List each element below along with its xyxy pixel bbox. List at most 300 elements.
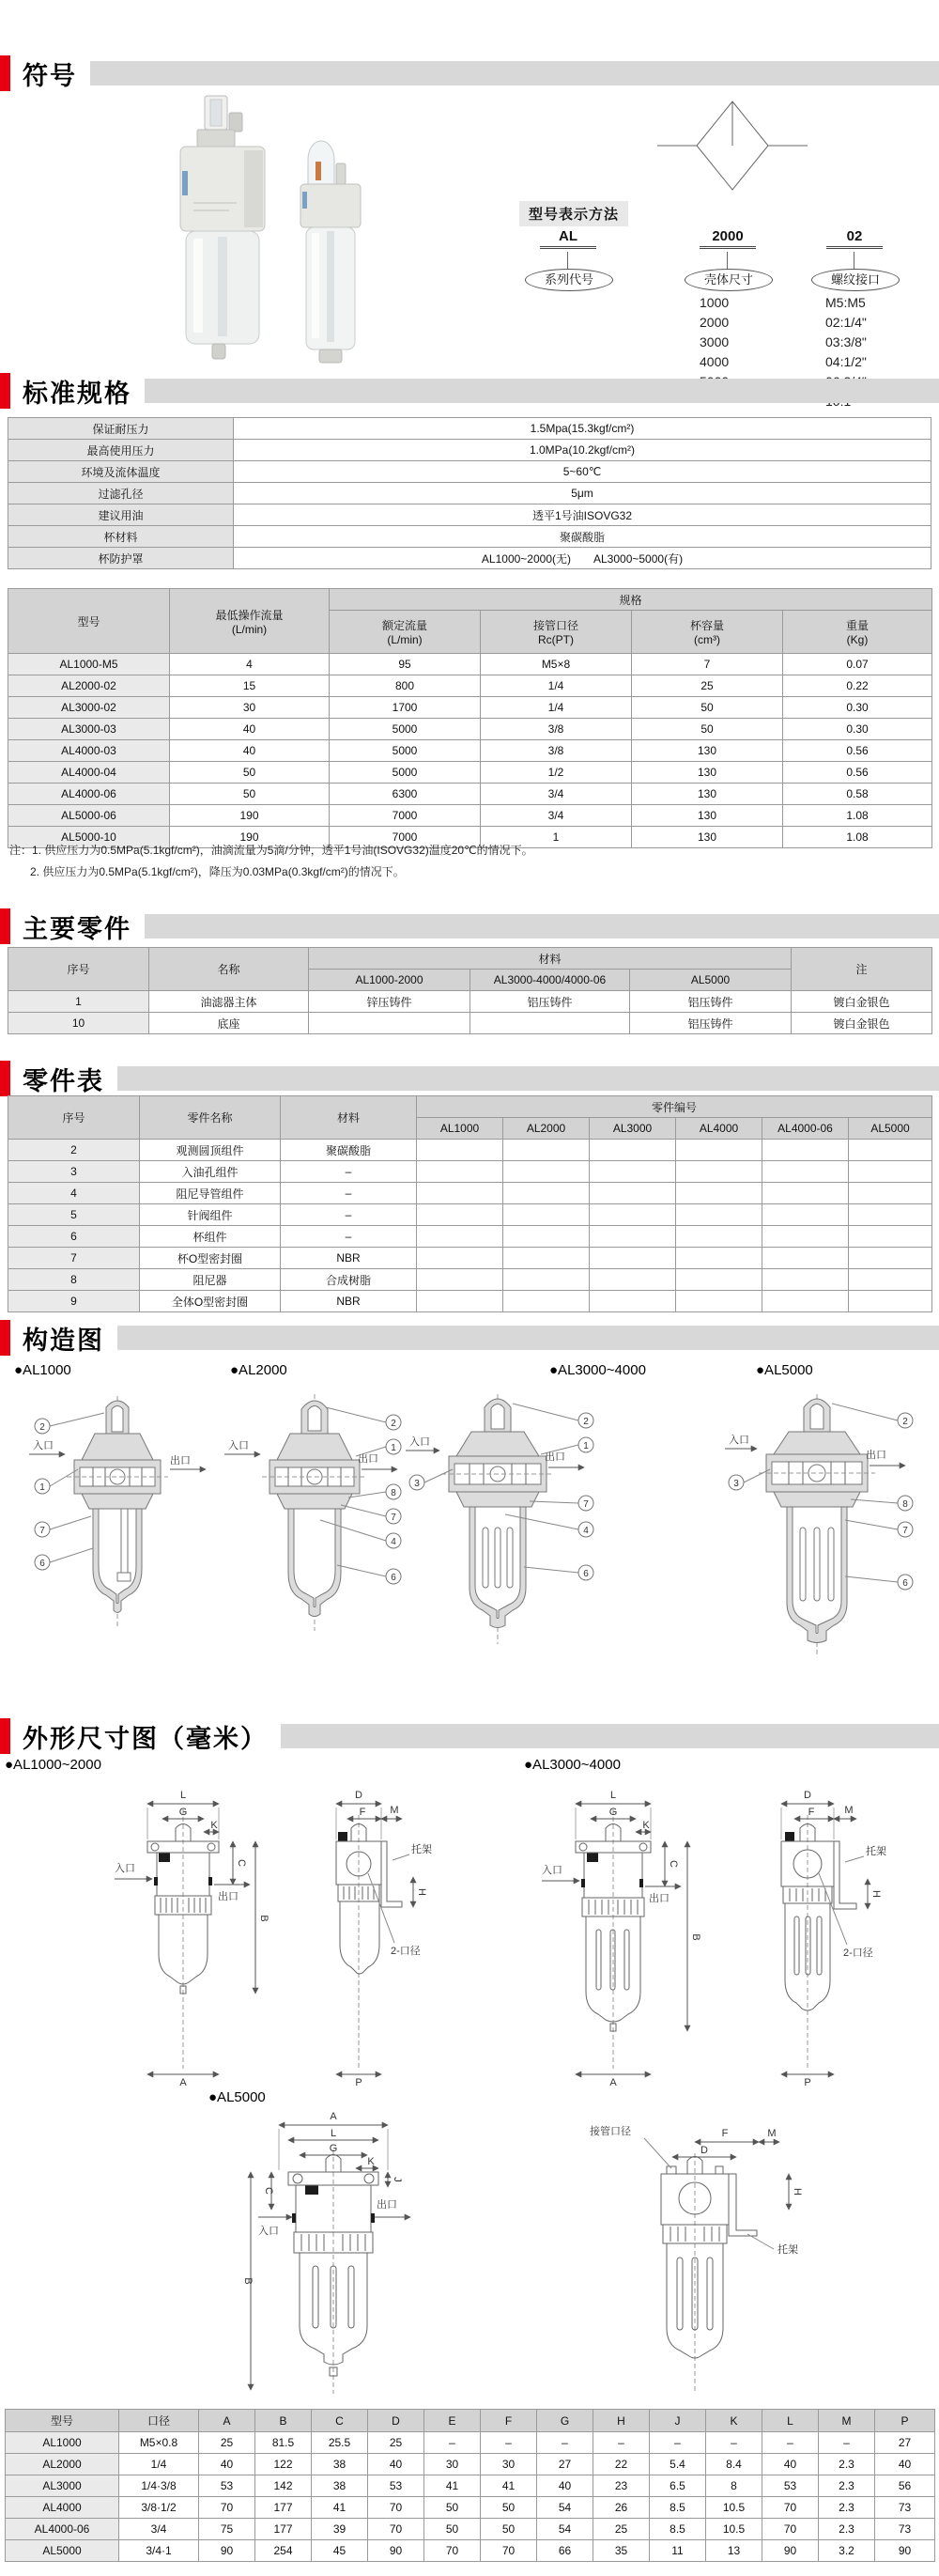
table-row [6, 2519, 935, 2540]
table-cell: 1.08 [783, 827, 932, 848]
table-cell: 40 [170, 719, 330, 740]
outlet-label: 出口 [218, 1891, 239, 1902]
table-row [8, 461, 931, 483]
table-cell: 1/4 [481, 675, 632, 697]
table-cell [417, 1204, 503, 1226]
table-row [8, 1161, 932, 1183]
table-cell: 73 [875, 2497, 935, 2519]
table-cell: 41 [312, 2497, 368, 2519]
section-bar [281, 1724, 939, 1748]
table-cell [676, 1291, 762, 1312]
table-cell: 7 [632, 654, 783, 675]
table-cell: 90 [762, 2540, 819, 2562]
table-cell: AL5000-10 [8, 827, 170, 848]
inlet-label: 入口 [729, 1435, 749, 1446]
dim-label-C: C [263, 2187, 274, 2195]
inlet-label: 入口 [542, 1865, 562, 1876]
table-cell: AL3000-02 [8, 697, 170, 719]
table-cell: 1.5Mpa(15.3kgf/cm²) [234, 418, 931, 440]
table-cell [762, 1204, 849, 1226]
table-cell: 130 [632, 740, 783, 762]
section-accent-block [0, 1320, 10, 1356]
table-cell: 1/4 [119, 2454, 199, 2475]
dim-label-M: M [390, 1805, 399, 1816]
table-cell: 1700 [330, 697, 481, 719]
table-cell: 25 [199, 2432, 255, 2454]
table-row [6, 2540, 935, 2562]
outlet-label: 出口 [866, 1450, 886, 1461]
designation-code-thread: 02 [826, 228, 883, 249]
table-row [8, 1183, 932, 1204]
dim-label-B: B [258, 1915, 269, 1922]
table-cell: 90 [199, 2540, 255, 2562]
list-item: 2000 [700, 315, 730, 330]
col-header-min-flow [170, 589, 330, 654]
column-header: 型号 [6, 2410, 119, 2432]
table-cell: 8 [706, 2475, 762, 2497]
table-cell: 2.3 [819, 2519, 875, 2540]
column-header: AL2000 [503, 1118, 590, 1140]
table-cell: 50 [632, 697, 783, 719]
table-cell: 5000 [330, 719, 481, 740]
dim-label-K: K [642, 1820, 650, 1831]
section-title: 零件表 [23, 1066, 104, 1095]
designation-connector [727, 252, 728, 269]
table-cell: 75 [199, 2519, 255, 2540]
table-cell: 过滤孔径 [8, 483, 234, 504]
table-cell [849, 1183, 932, 1204]
table-cell [762, 1183, 849, 1204]
callout-number: 1 [391, 1443, 396, 1453]
table-cell [417, 1161, 503, 1183]
table-cell: 25.5 [312, 2432, 368, 2454]
column-header: J [650, 2410, 706, 2432]
table-row [8, 654, 932, 675]
table-cell [762, 1226, 849, 1248]
table-cell: 4 [8, 1183, 140, 1204]
table-row [6, 2454, 935, 2475]
table-cell: 81.5 [255, 2432, 312, 2454]
list-item: 03:3/8" [825, 334, 867, 349]
dim-drawing-al5000-side [582, 2112, 845, 2413]
dim-label-M: M [844, 1805, 854, 1816]
col-header-model: 型号 [8, 589, 170, 654]
structure-diagram-al1000 [23, 1389, 211, 1661]
header-line: (Kg) [846, 633, 869, 646]
col-header-no: 序号 [8, 948, 149, 991]
dim-label-F: F [721, 2128, 729, 2139]
designation-connector [567, 252, 568, 269]
table-cell: 70 [762, 2497, 819, 2519]
table-cell: NBR [281, 1248, 417, 1269]
table-cell: 56 [875, 2475, 935, 2497]
header-line: 额定流量 [381, 619, 427, 632]
table-cell: 阻尼器 [140, 1269, 281, 1291]
table-row [8, 526, 931, 548]
table-cell: 130 [632, 827, 783, 848]
table-cell [762, 1161, 849, 1183]
column-header: G [537, 2410, 593, 2432]
dim-group-label-al1000-2000: ●AL1000~2000 [5, 1757, 101, 1773]
column-header: H [593, 2410, 650, 2432]
table-row [8, 805, 932, 827]
table-row [6, 2475, 935, 2497]
table-cell: 0.22 [783, 675, 932, 697]
column-header: A [199, 2410, 255, 2432]
table-cell: 铝压铸件 [470, 991, 630, 1013]
table-cell: 1/4 [481, 697, 632, 719]
table-cell: 1.0MPa(10.2kgf/cm²) [234, 440, 931, 461]
table-row [8, 1226, 932, 1248]
table-cell: 3/8·1/2 [119, 2497, 199, 2519]
table-row [8, 440, 931, 461]
table-cell: – [537, 2432, 593, 2454]
column-header: AL4000 [676, 1118, 762, 1140]
table-cell: 70 [481, 2540, 537, 2562]
col-header-m2: AL3000-4000/4000-06 [470, 970, 630, 991]
col-header-no: 序号 [8, 1096, 140, 1140]
table-row [8, 1140, 932, 1161]
table-row [8, 1291, 932, 1312]
col-header-part-name: 零件名称 [140, 1096, 281, 1140]
table-cell: 0.58 [783, 784, 932, 805]
table-cell: 4 [170, 654, 330, 675]
dim-label-C: C [236, 1859, 247, 1867]
callout-number: 4 [583, 1526, 589, 1536]
table-cell: 15 [170, 675, 330, 697]
dim-label-L: L [179, 1790, 187, 1801]
table-cell: 40 [875, 2454, 935, 2475]
table-cell: 合成树脂 [281, 1269, 417, 1291]
table-cell: 保证耐压力 [8, 418, 234, 440]
table-row [6, 2497, 935, 2519]
table-cell: 6.5 [650, 2475, 706, 2497]
designation-label-thread: 螺纹接口 [811, 269, 900, 291]
table-cell: 27 [537, 2454, 593, 2475]
inlet-label: 入口 [33, 1440, 54, 1451]
table-cell: 13 [706, 2540, 762, 2562]
table-cell: 1 [481, 827, 632, 848]
dim-label-P: P [804, 2077, 811, 2088]
dim-label-J: J [392, 2177, 403, 2182]
outlet-label: 出口 [377, 2199, 397, 2211]
table-cell [762, 1248, 849, 1269]
dim-label-G: G [608, 1807, 618, 1818]
table-cell: 30 [424, 2454, 481, 2475]
table-cell [417, 1183, 503, 1204]
table-cell [590, 1183, 676, 1204]
table-cell [676, 1183, 762, 1204]
table-cell: 5μm [234, 483, 931, 504]
header-line: (L/min) [387, 633, 423, 646]
col-header-m1: AL1000-2000 [309, 970, 470, 991]
dim-label-L: L [330, 2128, 337, 2139]
port-size-label: 接管口径 [590, 2126, 631, 2137]
table-cell: 透平1号油ISOVG32 [234, 504, 931, 526]
table-cell: 90 [875, 2540, 935, 2562]
table-cell: 142 [255, 2475, 312, 2497]
table-cell: 41 [481, 2475, 537, 2497]
table-cell: 70 [368, 2519, 424, 2540]
section-accent-block [0, 373, 10, 409]
callout-number: 1 [39, 1482, 45, 1493]
main-parts-table [8, 947, 932, 1034]
spec-note-1: 注：1. 供应压力为0.5MPa(5.1kgf/cm²)，油滴流量为5滴/分钟，透平1号油(ISOVG32)温度20℃的情况下。 [9, 844, 533, 857]
table-cell: 9 [8, 1291, 140, 1312]
callout-number: 7 [391, 1513, 396, 1523]
section-title: 主要零件 [23, 914, 131, 943]
table-row [8, 548, 931, 569]
callout-number: 2 [583, 1417, 589, 1427]
header-line: (L/min) [231, 622, 268, 636]
outlet-label: 出口 [170, 1455, 191, 1466]
header-line: Rc(PT) [538, 633, 574, 646]
callout-number: 2 [902, 1417, 908, 1427]
dim-label-H: H [870, 1890, 882, 1898]
table-cell: 70 [368, 2497, 424, 2519]
table-cell [676, 1161, 762, 1183]
col-header-spec: 规格 [330, 589, 932, 611]
table-cell: 3/4 [119, 2519, 199, 2540]
table-cell [849, 1248, 932, 1269]
column-header: K [706, 2410, 762, 2432]
dim-label-D: D [804, 1790, 811, 1801]
table-cell: 1.08 [783, 805, 932, 827]
callout-number: 2 [39, 1422, 45, 1433]
table-cell: 8.5 [650, 2497, 706, 2519]
table-cell: AL1000~2000(无) AL3000~5000(有) [234, 548, 931, 569]
structure-diagram-al5000 [723, 1389, 920, 1680]
table-cell: AL1000-M5 [8, 654, 170, 675]
dim-label-P: P [355, 2077, 362, 2088]
dim-label-B: B [690, 1933, 701, 1941]
table-cell: AL5000 [6, 2540, 119, 2562]
table-cell: AL3000 [6, 2475, 119, 2497]
table-cell: 10.5 [706, 2519, 762, 2540]
table-cell [590, 1269, 676, 1291]
list-item: 1000 [700, 295, 730, 310]
table-cell: 40 [537, 2475, 593, 2497]
table-cell: 环境及流体温度 [8, 461, 234, 483]
col-header-m3: AL5000 [630, 970, 792, 991]
table-cell: 针阀组件 [140, 1204, 281, 1226]
column-header: L [762, 2410, 819, 2432]
dim-label-D: D [355, 1790, 362, 1801]
table-cell: 70 [424, 2540, 481, 2562]
table-cell [417, 1226, 503, 1248]
inlet-label: 入口 [258, 2226, 279, 2237]
table-cell: AL3000-03 [8, 719, 170, 740]
table-cell: AL5000-06 [8, 805, 170, 827]
table-cell: 39 [312, 2519, 368, 2540]
table-cell: AL4000-04 [8, 762, 170, 784]
dim-label-F: F [808, 1807, 815, 1818]
dim-label-L: L [609, 1790, 617, 1801]
structure-label-al5000: ●AL5000 [756, 1362, 813, 1378]
table-cell: 50 [632, 719, 783, 740]
column-header: AL4000-06 [762, 1118, 849, 1140]
inlet-label: 入口 [228, 1440, 249, 1451]
dim-label-K: K [367, 2156, 375, 2167]
table-cell: 190 [170, 827, 330, 848]
table-cell [590, 1226, 676, 1248]
table-row [8, 740, 932, 762]
table-cell: 40 [170, 740, 330, 762]
table-cell: – [281, 1161, 417, 1183]
table-cell: 0.30 [783, 719, 932, 740]
table-cell: 3/4 [481, 784, 632, 805]
table-cell: 3/4·1 [119, 2540, 199, 2562]
table-cell: 聚碳酸脂 [234, 526, 931, 548]
table-cell: 70 [762, 2519, 819, 2540]
callout-number: 6 [583, 1569, 589, 1579]
section-accent-block [0, 55, 10, 91]
table-cell: 杯材料 [8, 526, 234, 548]
column-header: AL1000 [417, 1118, 503, 1140]
callout-number: 4 [391, 1537, 396, 1547]
table-cell: 全体O型密封圈 [140, 1291, 281, 1312]
table-cell [590, 1161, 676, 1183]
section-bar [117, 1326, 939, 1350]
table-cell: 7 [8, 1248, 140, 1269]
callout-number: 8 [902, 1499, 908, 1510]
table-cell: 190 [170, 805, 330, 827]
column-header: B [255, 2410, 312, 2432]
table-cell: 26 [593, 2497, 650, 2519]
dim-drawing-al3000-4000-side [742, 1787, 930, 2089]
structure-label-al2000: ●AL2000 [230, 1362, 287, 1378]
table-row [8, 675, 932, 697]
table-cell: – [281, 1226, 417, 1248]
col-header-cup [632, 611, 783, 654]
table-cell: 杯组件 [140, 1226, 281, 1248]
table-cell: 2.3 [819, 2497, 875, 2519]
section-title: 标准规格 [23, 379, 131, 408]
table-cell: 50 [424, 2497, 481, 2519]
bracket-label: 托架 [411, 1844, 432, 1855]
dim-label-A: A [330, 2111, 337, 2122]
section-title: 外形尺寸图（毫米） [23, 1724, 268, 1753]
callout-number: 3 [414, 1479, 420, 1489]
table-cell [676, 1140, 762, 1161]
table-cell: 25 [368, 2432, 424, 2454]
table-cell: 66 [537, 2540, 593, 2562]
table-cell: 50 [424, 2519, 481, 2540]
table-cell [762, 1269, 849, 1291]
table-cell: – [481, 2432, 537, 2454]
table-cell [849, 1204, 932, 1226]
inlet-label: 入口 [409, 1436, 430, 1448]
table-cell: 3/8 [481, 719, 632, 740]
table-cell: 30 [170, 697, 330, 719]
table-cell: AL4000-03 [8, 740, 170, 762]
table-cell [676, 1269, 762, 1291]
table-cell: – [762, 2432, 819, 2454]
dim-drawing-al1000-2000-front [113, 1787, 282, 2089]
table-cell: – [281, 1204, 417, 1226]
table-cell: 3/8 [481, 740, 632, 762]
column-header: 口径 [119, 2410, 199, 2432]
table-cell: 5~60℃ [234, 461, 931, 483]
spec-table [8, 588, 932, 848]
table-row [8, 1013, 932, 1034]
header-line: 接管口径 [532, 619, 578, 632]
table-cell: 50 [481, 2497, 537, 2519]
table-cell [849, 1226, 932, 1248]
table-cell: 7000 [330, 805, 481, 827]
section-title: 构造图 [23, 1326, 104, 1355]
col-header-note: 注 [792, 948, 932, 991]
table-cell [417, 1269, 503, 1291]
table-cell: 阻尼导管组件 [140, 1183, 281, 1204]
table-cell: 0.07 [783, 654, 932, 675]
table-cell: 3 [8, 1161, 140, 1183]
dim-label-B: B [242, 2277, 254, 2285]
table-cell: 油滤器主体 [149, 991, 309, 1013]
col-header-rated-flow [330, 611, 481, 654]
table-cell: 5 [8, 1204, 140, 1226]
table-cell [503, 1140, 590, 1161]
table-cell: 杯防护罩 [8, 548, 234, 569]
table-cell: 10 [8, 1013, 149, 1034]
bracket-label: 托架 [777, 2244, 798, 2256]
list-item: 4000 [700, 354, 730, 369]
parts-list-table [8, 1095, 932, 1312]
table-cell: AL4000-06 [8, 784, 170, 805]
table-cell [503, 1248, 590, 1269]
dimension-table [5, 2409, 935, 2562]
table-cell: 23 [593, 2475, 650, 2497]
table-row [8, 697, 932, 719]
table-cell: 41 [424, 2475, 481, 2497]
callout-number: 3 [733, 1479, 739, 1489]
table-cell: 254 [255, 2540, 312, 2562]
table-cell: 0.56 [783, 762, 932, 784]
table-cell: 27 [875, 2432, 935, 2454]
table-cell: 22 [593, 2454, 650, 2475]
table-cell [417, 1291, 503, 1312]
dim-label-H: H [416, 1888, 427, 1896]
spec-note-2: 2. 供应压力为0.5MPa(5.1kgf/cm²)，降压为0.03MPa(0.3kgf/cm²)的情况下。 [30, 865, 405, 878]
designation-code-size: 2000 [700, 228, 756, 249]
table-cell: AL2000 [6, 2454, 119, 2475]
table-cell: 54 [537, 2519, 593, 2540]
section-header-standard [0, 372, 939, 410]
structure-diagram-al3000-4000 [404, 1389, 601, 1670]
column-header: F [481, 2410, 537, 2432]
callout-number: 8 [391, 1488, 396, 1498]
table-cell: 50 [481, 2519, 537, 2540]
table-cell [503, 1204, 590, 1226]
table-cell: 40 [368, 2454, 424, 2475]
callout-number: 7 [902, 1526, 908, 1536]
table-row [8, 1269, 932, 1291]
table-cell: 130 [632, 762, 783, 784]
callout-number: 2 [391, 1419, 396, 1429]
callout-number: 7 [39, 1526, 45, 1536]
col-header-weight [783, 611, 932, 654]
table-cell: 8.4 [706, 2454, 762, 2475]
column-header: P [875, 2410, 935, 2432]
table-cell [470, 1013, 630, 1034]
callout-number: 1 [583, 1441, 589, 1451]
section-header-parts-list [0, 1060, 939, 1097]
table-cell: 镀白金银色 [792, 991, 932, 1013]
table-cell: 25 [593, 2519, 650, 2540]
table-cell: 11 [650, 2540, 706, 2562]
table-cell: 130 [632, 805, 783, 827]
table-cell: 1 [8, 991, 149, 1013]
